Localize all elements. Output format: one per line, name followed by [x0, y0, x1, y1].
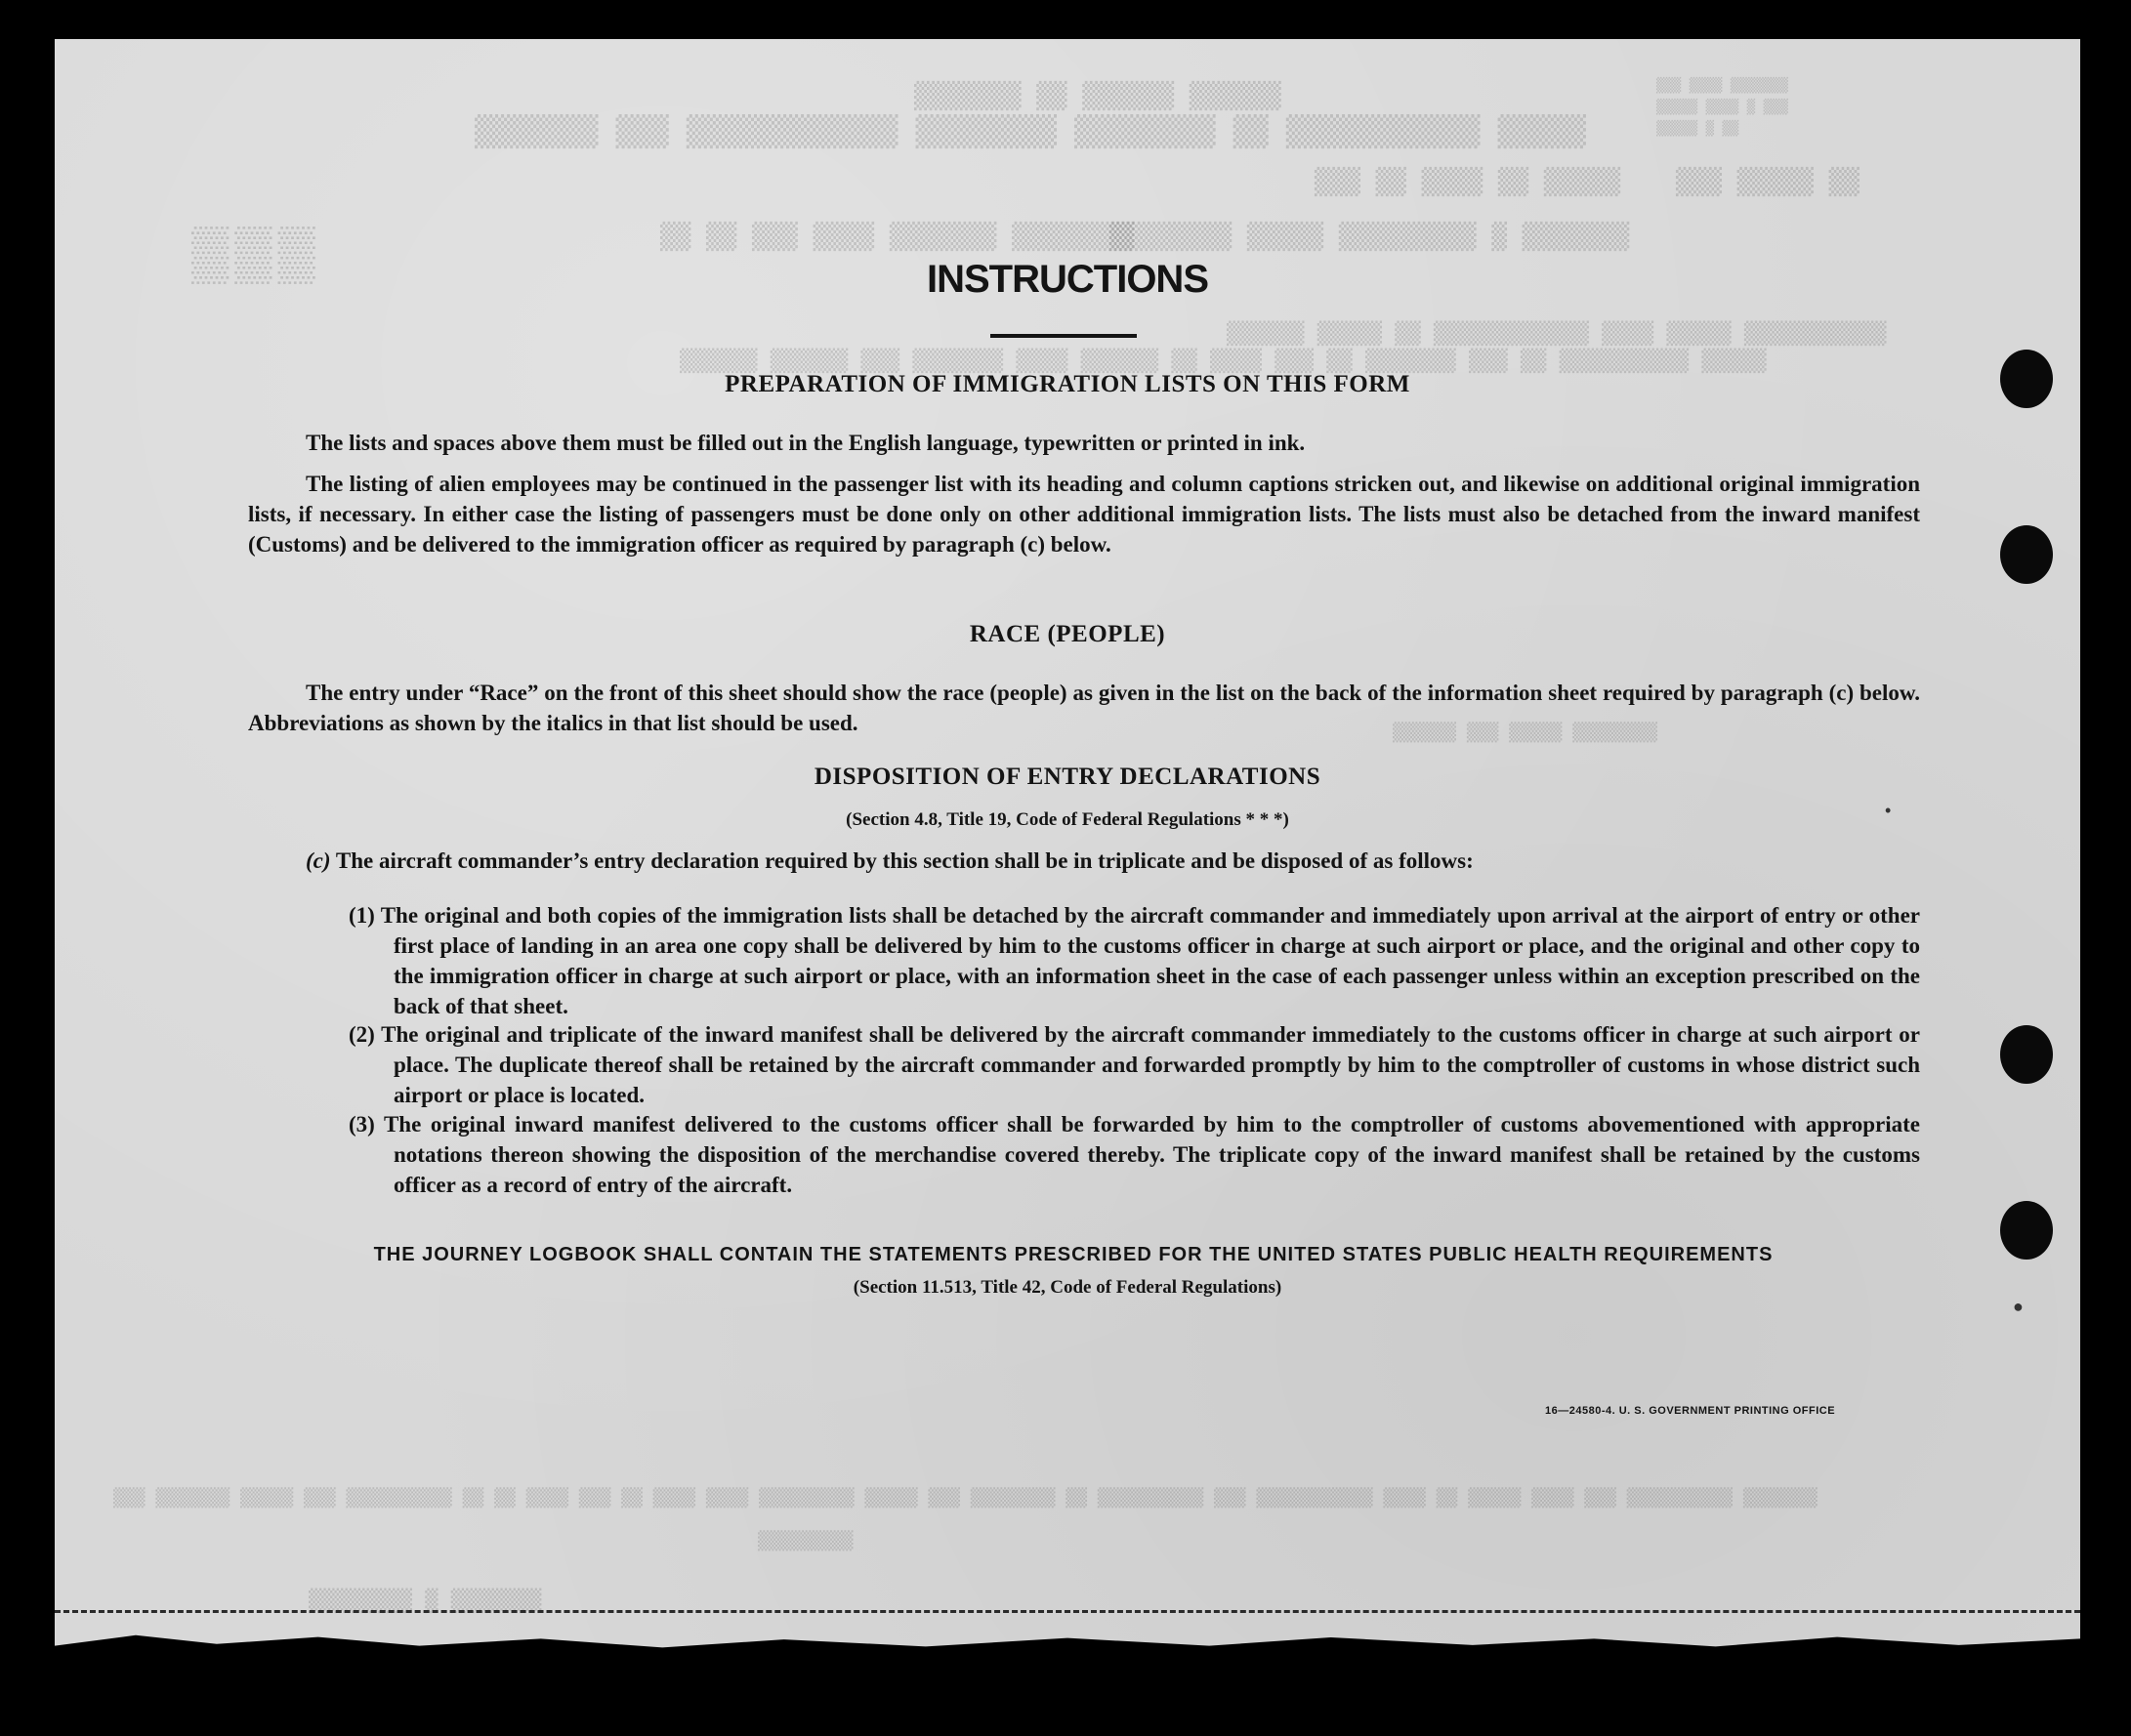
list-item-marker: (3) — [349, 1112, 375, 1137]
list-item-text: The original and both copies of the immigration lists shall be detached by the aircraft commander and immediately upon arrival at the airport of entry or other first place of landing in an area one copy shall be delivered by him to the customs officer in charge at such airport or place, and the original and other copy to the immigration officer in charge at such airport or place, with an information sheet in the case of each passenger unless within an exception prescribed on the back of that sheet. — [380, 903, 1920, 1018]
bleed-through-background: ▒▒▒▒▒▒ ▒▒▒▒▒▒ ▒▒ ▒▒▒▒▒▒▒ ▒▒▒▒▒ ▒▒▒▒▒▒▒▒▒▒▒ ▒▒ ▒▒▒▒▒▒▒▒ ▒▒▒▒▒▒▒▒ ▒▒▒▒▒▒▒▒▒▒▒▒ ▒▒▒ ▒▒▒▒▒▒▒ ▒▒▒▒▒▒▒ ▒▒▒▒ ▒▒▒ ▒▒▒ ▒ ▒▒▒▒ ▒▒▒▒▒ ▒▒ ▒ ▒▒▒▒▒ ▒▒ ▒▒▒▒▒ ▒▒▒ ▒▒▒▒▒ ▒▒ ▒▒▒▒ ▒▒ ▒▒▒ ▒▒▒▒▒▒▒ ▒ ▒▒▒▒▒▒▒▒▒ ▒▒▒▒▒ ▒▒▒▒▒▒▒▒ ▒▒▒▒▒▒▒▒ ▒▒▒▒▒▒▒ ▒▒▒▒ ▒▒▒ ▒▒ ▒▒ ▒▒▒▒▒▒▒▒▒▒▒ ▒▒▒▒▒ ▒▒▒▒ ▒▒▒▒▒▒▒▒▒▒▒▒ ▒▒ ▒▒▒▒▒ ▒▒▒▒▒▒ ▒▒▒▒▒ ▒▒▒▒▒▒▒▒▒▒ ▒▒ ▒▒▒ ▒▒▒▒▒▒▒ ▒▒ ▒▒▒ ▒▒▒▒ ▒▒ ▒▒▒▒▒▒ ▒▒▒▒ ▒▒▒▒▒▒▒ ▒▒▒ ▒▒▒▒▒▒ ▒▒▒▒▒▒ ▒▒▒▒▒▒▒▒ ▒▒▒▒▒ ▒▒▒ ▒▒▒▒▒▒ ▒▒▒▒▒▒▒ ▒▒▒▒▒▒▒▒▒▒ ▒▒▒ ▒▒▒▒ ▒▒▒▒▒ ▒▒ ▒▒▒▒ ▒▒▒▒▒▒▒▒▒▒▒ ▒▒▒ ▒▒▒▒▒▒▒▒▒▒ ▒▒ ▒▒▒▒▒▒▒▒ ▒▒▒ ▒▒▒▒▒ ▒▒▒▒▒▒▒▒▒ ▒▒▒▒ ▒▒▒▒ ▒▒ ▒▒▒ ▒▒▒▒ ▒▒ ▒▒ ▒▒▒▒▒▒▒▒▒▒ ▒▒▒ ▒▒▒▒▒ ▒▒▒▒▒▒▒ ▒▒▒ ▒▒▒▒▒▒▒▒▒ ▒▒▒▒▒▒▒ ▒ ▒▒▒▒▒▒▒▒ — [113, 78, 1887, 1614]
section-citation: (Section 4.8, Title 19, Code of Federal Regulations * * *) — [846, 809, 1289, 830]
bleed-stamp-ghost: ▒▒▒ — [191, 224, 321, 282]
edge-speck: ● — [2013, 1297, 2024, 1316]
edge-speck: • — [1885, 801, 1892, 820]
title-underline — [990, 334, 1137, 338]
list-item — [349, 900, 1920, 1021]
section-heading-disposition: DISPOSITION OF ENTRY DECLARATIONS — [814, 764, 1321, 790]
list-item — [349, 1109, 1920, 1200]
section-heading-race: RACE (PEOPLE) — [969, 621, 1166, 647]
list-item-text: The original and triplicate of the inward manifest shall be delivered by the aircraft commander immediately to the customs officer in charge at such airport or place. The duplicate thereof shall be retained by the aircraft commander and forwarded promptly by him to the comptroller of customs in whose district such airport or place is located. — [381, 1022, 1920, 1107]
paragraph-alien-employees: The listing of alien employees may be continued in the passenger list with its heading and column captions stricken out, and likewise on additional original immigration lists, if necessary. In either case the listing of passengers must be done only on other additional immigration lists. The lists must also be detached from the inward manifest (Customs) and be delivered to the immigration officer as required by paragraph (c) below. — [248, 472, 1920, 557]
clause-c — [306, 846, 1920, 876]
clause-marker: (c) — [306, 848, 331, 873]
section-heading-preparation: PREPARATION OF IMMIGRATION LISTS ON THIS FORM — [725, 371, 1410, 397]
page-title: INSTRUCTIONS — [927, 258, 1208, 301]
paragraph-race-entry: The entry under “Race” on the front of this sheet should show the race (people) as given in the list on the back of the information sheet required by paragraph (c) below. Abbreviations as shown by the italics in that list should be used. — [248, 681, 1920, 735]
list-item-marker: (2) — [349, 1022, 375, 1047]
footer-citation: (Section 11.513, Title 42, Code of Federal Regulations) — [853, 1277, 1282, 1298]
printing-office-code: 16—24580-4. U. S. GOVERNMENT PRINTING OFFICE — [1545, 1405, 1836, 1417]
footer-notice: THE JOURNEY LOGBOOK SHALL CONTAIN THE STATEMENTS PRESCRIBED FOR THE UNITED STATES PUBLIC HEALTH REQUIREMENTS — [373, 1244, 1774, 1265]
instructions-content — [55, 39, 2080, 1660]
list-item — [349, 1019, 1920, 1110]
document-page — [55, 39, 2080, 1660]
paragraph-english-language: The lists and spaces above them must be filled out in the English language, typewritten or printed in ink. — [306, 431, 1306, 455]
clause-text: The aircraft commander’s entry declaration required by this section shall be in triplicate and be disposed of as follows: — [335, 848, 1474, 873]
list-item-text: The original inward manifest delivered to the customs officer shall be forwarded by him to the comptroller of customs abovementioned with appropriate notations thereon showing the disposition of the merchandise covered thereby. The triplicate copy of the inward manifest shall be retained by the customs officer as a record of entry of the aircraft. — [383, 1112, 1921, 1197]
list-item-marker: (1) — [349, 903, 375, 928]
perforation-line — [55, 1610, 2080, 1613]
